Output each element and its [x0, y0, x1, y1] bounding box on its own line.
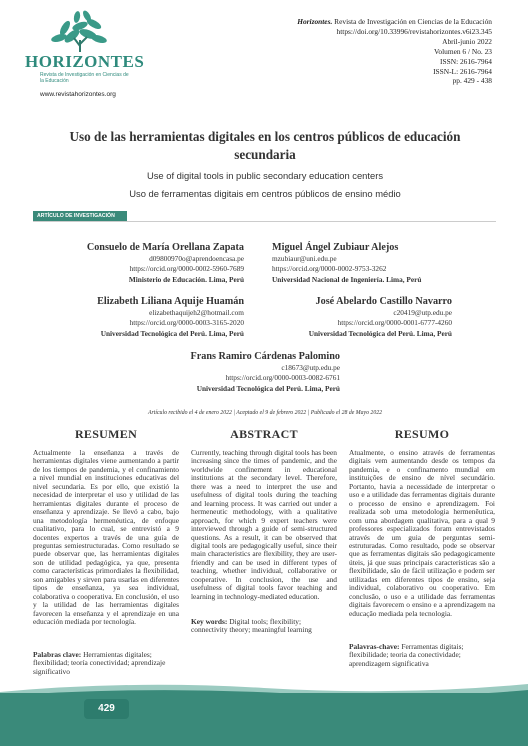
keywords-label: Key words:: [191, 617, 228, 626]
author-name: Frans Ramiro Cárdenas Palomino: [190, 351, 340, 362]
logo-wordmark: HORIZONTES: [25, 52, 145, 71]
resumo-heading: RESUMO: [394, 427, 450, 441]
author-email[interactable]: elizabethaquijeh2@hotmail.com: [149, 308, 244, 317]
title-line-1: Uso de las herramientas digitales en los centros públicos de educación: [69, 129, 461, 144]
author-institution: Universidad Tecnológica del Perú. Lima, Perú: [100, 328, 244, 338]
author-block: [150, 351, 340, 394]
author-email[interactable]: c18673@utp.edu.pe: [281, 363, 340, 372]
footer-band: [0, 693, 528, 746]
resumen-heading: RESUMEN: [74, 427, 138, 441]
section-tag: ARTÍCULO DE INVESTIGACIÓN: [33, 211, 127, 221]
abstract-text: Currently, teaching through digital tools has been increasing since the times of pandemic, and the worldwide confinement in educational institutions at the secondary level. Therefore, there was a need to interpret the use and usefulness of digital tools during the teaching and learning process. It was carried out under a hermeneutic methodology, with a qualitative approach, for which 9 expert teachers were interviewed through a guide of semi-structured questions. As a result, it can be observed that digital tools are pedagogically useful, since their main characteristics are flexibility, they are user-friendly and can be used in different types of teaching, whether individual, collaborative or cooperative. In conclusion, the use and usefulness of digital tools favor teaching and learning in technology-mediated education.: [191, 448, 337, 601]
journal-title: Horizontes.: [297, 17, 333, 26]
author-orcid[interactable]: https://orcid.org/0000-0001-6777-4260: [337, 318, 452, 328]
author-block: [272, 296, 452, 339]
author-orcid[interactable]: https://orcid.org/0000-0002-5960-7689: [129, 264, 244, 274]
issn: ISSN: 2616-7964: [440, 56, 492, 66]
author-email[interactable]: c20419@utp.edu.pe: [393, 308, 452, 317]
abstract-keywords: [191, 618, 337, 635]
author-orcid[interactable]: https://orcid.org/0000-0003-0082-6761: [225, 373, 340, 383]
author-name: Elizabeth Liliana Aquije Huamán: [97, 296, 244, 307]
author-institution: Universidad Tecnológica del Perú. Lima, Perú: [308, 328, 452, 338]
page-number: 429: [84, 699, 129, 719]
resumen-keywords: [33, 651, 179, 676]
keywords-label: Palabras clave:: [33, 650, 82, 659]
article-dates: Artículo recibido el 4 de enero 2022 | Aceptado el 9 de febrero 2022 | Publicado el 28 de Mayo 2022: [147, 410, 383, 416]
issn-l: ISSN-L: 2616-7964: [433, 66, 492, 76]
divider: [33, 221, 496, 222]
abstract-heading: ABSTRACT: [230, 427, 298, 441]
author-block: [40, 242, 244, 285]
author-email[interactable]: d09800970o@aprendoencasa.pe: [149, 254, 244, 263]
title-line-2: secundaria: [234, 147, 296, 162]
logo-subtitle: Revista de Investigación en Ciencias de la Educación: [40, 72, 129, 84]
volume: Volumen 6 / No. 23: [434, 46, 492, 56]
author-orcid[interactable]: https://orcid.org/0000-0002-9753-3262: [272, 264, 387, 274]
journal-info: [297, 17, 492, 86]
journal-website[interactable]: www.revistahorizontes.org: [40, 91, 116, 98]
page-range: pp. 429 - 438: [452, 76, 492, 86]
keywords-text: Herramientas digitales; flexibilidad; teoría conectividad; aprendizaje significativo: [33, 650, 166, 676]
author-email[interactable]: mzubiaur@uni.edu.pe: [272, 254, 337, 263]
doi-link[interactable]: https://doi.org/10.33996/revistahorizontes.v6i23.345: [336, 26, 492, 36]
journal-title-rest: Revista de Investigación en Ciencias de la Educación: [332, 17, 492, 26]
article-title: [60, 128, 470, 164]
resumo-text: Atualmente, o ensino através de ferramentas digitais vem aumentando desde os tempos da pandemia, e o confinamento mundial em instituições de ensino de nível secundário. Portanto, havia a necessidade de interpretar o uso e a utilidade das ferramentas digitais durante o processo de ensino e aprendizagem. Foi realizada sob uma metodologia hermenêutica, com uma abordagem qualitativa, para a qual 9 professores especializados foram entrevistados através de um guia de perguntas semi-estruturadas. Como resultado, pode se observar que as ferramentas digitais são pedagogicamente úteis, já que suas principais características são a flexibilidade, são de fácil utilização e podem ser utilizadas em diferentes tipos de ensino, seja individual, colaborativo ou cooperativo. Em conclusão, o uso e a utilidade das ferramentas digitais favorecem o ensino e a aprendizagem na educação mediada pela tecnologia.: [349, 448, 495, 618]
keywords-text: Digital tools; flexibility; connectivity theory; meaningful learning: [191, 617, 312, 635]
author-name: Miguel Ángel Zubiaur Alejos: [272, 242, 399, 253]
author-block: [272, 242, 492, 285]
resumo-keywords: [349, 643, 495, 668]
author-name: José Abelardo Castillo Navarro: [315, 296, 452, 307]
issue-date: Abril-junio 2022: [442, 36, 492, 46]
author-institution: Universidad Nacional de Ingeniería. Lima, Perú: [272, 274, 422, 284]
author-institution: Universidad Tecnológica del Perú. Lima, Perú: [196, 383, 340, 393]
english-title: Use of digital tools in public secondary education centers: [146, 170, 384, 181]
keywords-text: Ferramentas digitais; flexibilidade; teoria da conectividade; aprendizagem significativa: [349, 642, 464, 668]
author-orcid[interactable]: https://orcid.org/0000-0003-3165-2020: [129, 318, 244, 328]
author-block: [40, 296, 244, 339]
keywords-label: Palavras-chave:: [349, 642, 400, 651]
author-institution: Ministerio de Educación. Lima, Perú: [128, 274, 244, 284]
journal-title-line: [297, 17, 492, 27]
resumen-text: Actualmente la enseñanza a través de herramientas digitales viene aumentando a partir de los tiempos de pandemia, y el confinamiento a nivel mundial en instituciones educativas del nivel secundaria. Es por ello, que existió la necesidad de interpretar el uso y utilidad de las herramientas digitales durante el proceso de enseñanza y aprendizaje. Se llevó a cabo, bajo una metodología hermenéutica, de enfoque cualitativo, para lo cual, se entrevistó a 9 docentes expertos a través de una guía de preguntas semiestructuradas. Como resultado se puede observar que, las herramientas digitales son de utilidad pedagógica, ya que, presenta como características primordiales la flexibilidad, son amigables y sirven para usarlas en diferentes tipos de enseñanza, ya sea individual, colaborativa o cooperativa. En conclusión, el uso y la utilidad de las herramientas digitales favorecen la enseñanza y el aprendizaje en una educación mediada por tecnología.: [33, 448, 179, 627]
author-name: Consuelo de María Orellana Zapata: [86, 242, 244, 253]
portuguese-title: Uso de ferramentas digitais em centros públicos de ensino médio: [129, 188, 401, 199]
